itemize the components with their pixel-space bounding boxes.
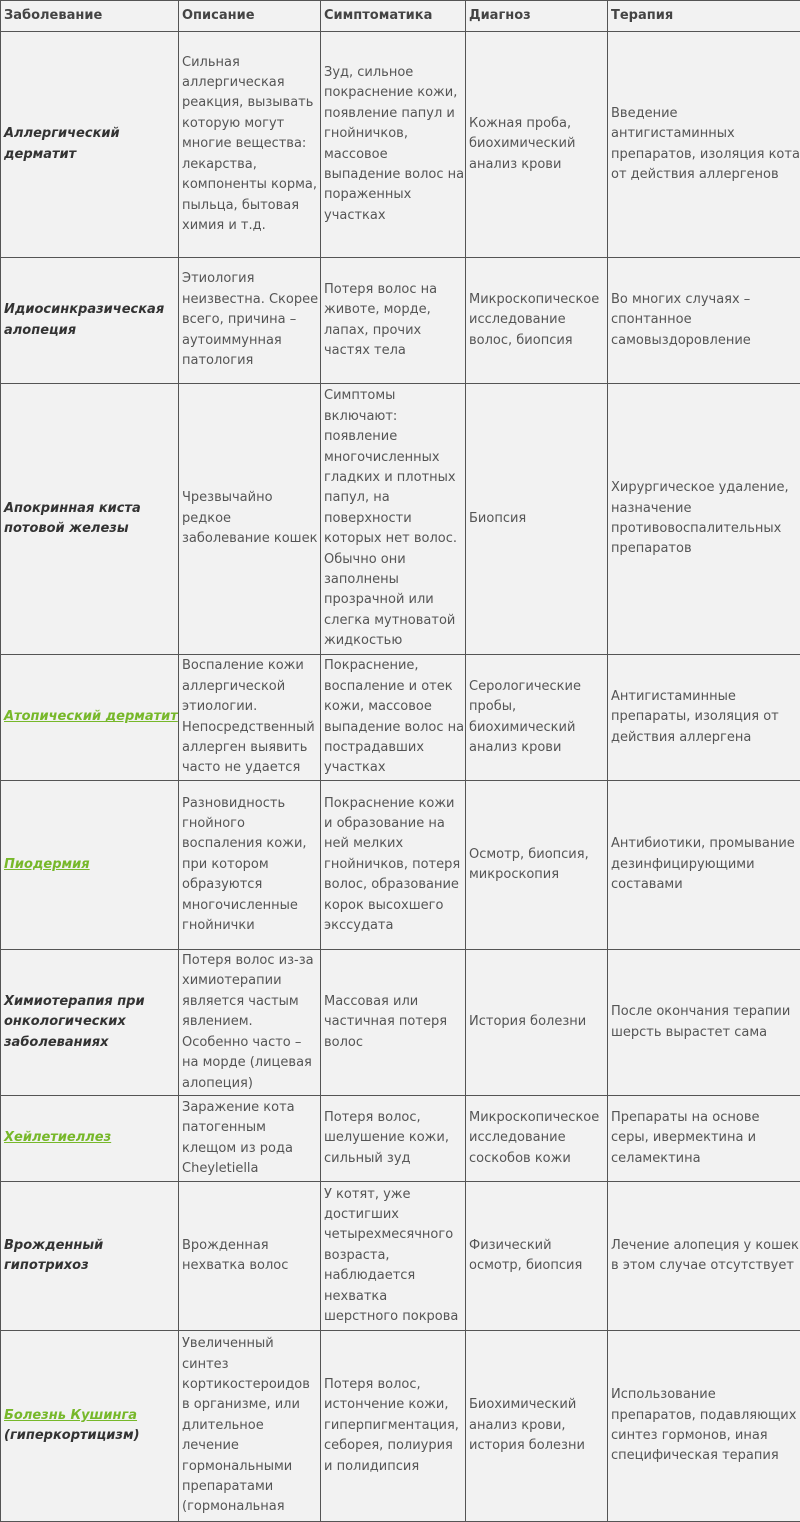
disease-name: Химиотерапия при онкологических заболеваниях: [4, 994, 145, 1050]
symptoms-cell: У котят, уже достигших четырехмесячного возраста, наблюдается нехватка шерстного покрова: [321, 1182, 466, 1331]
therapy-cell: Хирургическое удаление, назначение противовоспалительных препаратов: [608, 384, 800, 655]
diagnosis-cell: Микроскопическое исследование соскобов кожи: [466, 1096, 608, 1182]
disease-name-cell: [1, 655, 179, 781]
table-row: [1, 1331, 800, 1522]
description-cell: Врожденная нехватка волос: [179, 1182, 321, 1331]
description-cell: Чрезвычайно редкое заболевание кошек: [179, 384, 321, 655]
disease-name-link[interactable]: Хейлетиеллез: [4, 1130, 111, 1145]
disease-name-cell: [1, 1182, 179, 1331]
disease-name-cell: [1, 1096, 179, 1182]
description-cell: Сильная аллергическая реакция, вызывать которую могут многие вещества: лекарства, компоненты корма, пыльца, бытовая химия и т.д.: [179, 32, 321, 258]
header-row: [1, 1, 800, 32]
description-cell: Заражение кота патогенным клещом из рода Cheyletiella: [179, 1096, 321, 1182]
therapy-cell: Использование препаратов, подавляющих синтез гормонов, иная специфическая терапия: [608, 1331, 800, 1522]
table-row: [1, 384, 800, 655]
symptoms-cell: Покраснение кожи и образование на ней мелких гнойничков, потеря волос, образование корок высохшего экссудата: [321, 781, 466, 950]
symptoms-cell: Потеря волос, истончение кожи, гиперпигментация, себорея, полиурия и полидипсия: [321, 1331, 466, 1522]
disease-name-cell: [1, 32, 179, 258]
header-therapy: Терапия: [608, 1, 800, 32]
description-cell: Разновидность гнойного воспаления кожи, при котором образуются многочисленные гнойнички: [179, 781, 321, 950]
symptoms-cell: Покраснение, воспаление и отек кожи, массовое выпадение волос на пострадавших участках: [321, 655, 466, 781]
disease-name-link[interactable]: Атопический дерматит: [4, 709, 178, 724]
diagnosis-cell: Биохимический анализ крови, история болезни: [466, 1331, 608, 1522]
therapy-cell: После окончания терапии шерсть вырастет сама: [608, 950, 800, 1096]
therapy-cell: Во многих случаях – спонтанное самовыздоровление: [608, 258, 800, 384]
diagnosis-cell: Осмотр, биопсия, микроскопия: [466, 781, 608, 950]
description-cell: Этиология неизвестна. Скорее всего, причина – аутоиммунная патология: [179, 258, 321, 384]
diagnosis-cell: Биопсия: [466, 384, 608, 655]
header-symptoms: Симптоматика: [321, 1, 466, 32]
therapy-cell: Лечение алопеция у кошек в этом случае отсутствует: [608, 1182, 800, 1331]
disease-name-cell: [1, 384, 179, 655]
diagnosis-cell: История болезни: [466, 950, 608, 1096]
symptoms-cell: Зуд, сильное покраснение кожи, появление папул и гнойничков, массовое выпадение волос на пораженных участках: [321, 32, 466, 258]
symptoms-cell: Симптомы включают: появление многочисленных гладких и плотных папул, на поверхности которых нет волос. Обычно они заполнены прозрачной или слегка мутноватой жидкостью: [321, 384, 466, 655]
disease-name: Аллергический дерматит: [4, 126, 120, 161]
description-cell: Увеличенный синтез кортикостероидов в организме, или длительное лечение гормональными препаратами (гормональная: [179, 1331, 321, 1522]
table-row: [1, 1096, 800, 1182]
header-disease: Заболевание: [1, 1, 179, 32]
table-row: [1, 781, 800, 950]
diagnosis-cell: Серологические пробы, биохимический анализ крови: [466, 655, 608, 781]
disease-name-suffix: (гиперкортицизм): [4, 1428, 140, 1443]
table-row: [1, 655, 800, 781]
therapy-cell: Антибиотики, промывание дезинфицирующими составами: [608, 781, 800, 950]
symptoms-cell: Массовая или частичная потеря волос: [321, 950, 466, 1096]
disease-name-cell: [1, 781, 179, 950]
therapy-cell: Антигистаминные препараты, изоляция от действия аллергена: [608, 655, 800, 781]
description-cell: Воспаление кожи аллергической этиологии. Непосредственный аллерген выявить часто не удается: [179, 655, 321, 781]
disease-name-cell: [1, 1331, 179, 1522]
description-cell: Потеря волос из-за химиотерапии является частым явлением. Особенно часто – на морде (лицевая алопеция): [179, 950, 321, 1096]
table-row: [1, 950, 800, 1096]
table-row: [1, 1182, 800, 1331]
disease-name-link[interactable]: Пиодермия: [4, 857, 90, 872]
disease-name-cell: [1, 258, 179, 384]
therapy-cell: Препараты на основе серы, ивермектина и селамектина: [608, 1096, 800, 1182]
symptoms-cell: Потеря волос на животе, морде, лапах, прочих частях тела: [321, 258, 466, 384]
diagnosis-cell: Кожная проба, биохимический анализ крови: [466, 32, 608, 258]
diagnosis-cell: Микроскопическое исследование волос, биопсия: [466, 258, 608, 384]
disease-name-link[interactable]: Болезнь Кушинга: [4, 1408, 137, 1423]
header-diagnosis: Диагноз: [466, 1, 608, 32]
disease-name: Апокринная киста потовой железы: [4, 501, 141, 536]
table-row: [1, 258, 800, 384]
therapy-cell: Введение антигистаминных препаратов, изоляция кота от действия аллергенов: [608, 32, 800, 258]
table-row: [1, 32, 800, 258]
symptoms-cell: Потеря волос, шелушение кожи, сильный зуд: [321, 1096, 466, 1182]
disease-name: Идиосинкразическая алопеция: [4, 302, 164, 337]
header-description: Описание: [179, 1, 321, 32]
disease-name-cell: [1, 950, 179, 1096]
disease-name: Врожденный гипотрихоз: [4, 1238, 103, 1273]
diagnosis-cell: Физический осмотр, биопсия: [466, 1182, 608, 1331]
